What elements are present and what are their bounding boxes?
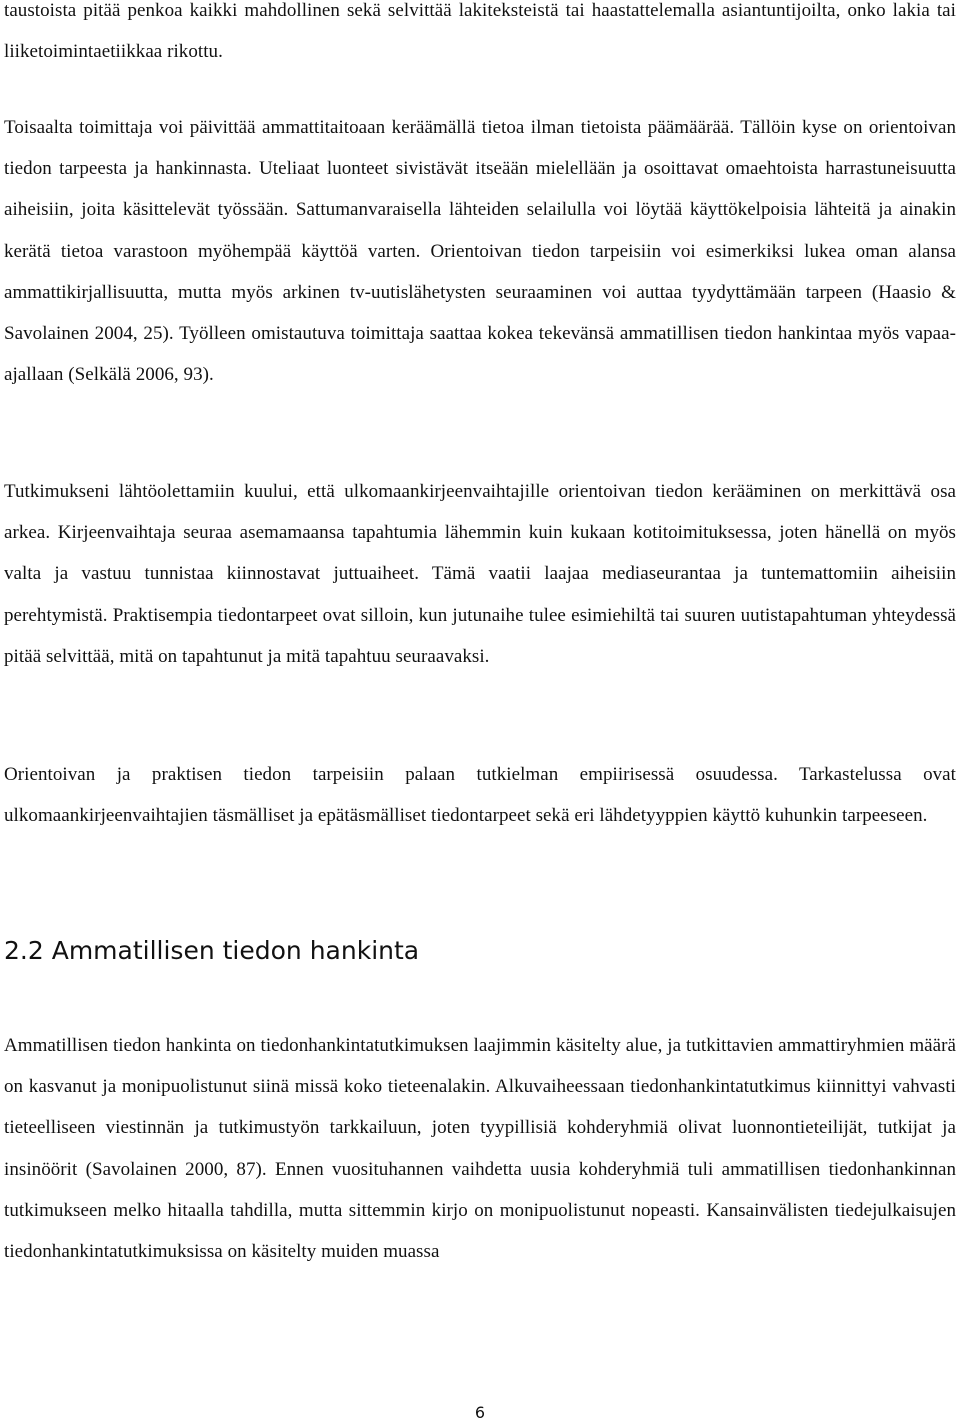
paragraph-tutkimuksen-oletukset: Tutkimukseni lähtöolettamiin kuului, että ulkomaankirjeenvaihtajille orientoivan tiedon kerääminen on merkittävä osa arkea. Kirjeenvaihtaja seuraa asemamaansa tapahtumia lähemmin kuin kukaan kotitoimituksessa, joten hänellä on myös valta ja vastuu tunnistaa kiinnostavat juttuaiheet. Tämä vaatii laajaa mediaseurantaa ja tuntemattomiin aiheisiin perehtymistä. Praktisempia tiedontarpeet ovat silloin, kun jutunaihe tulee esimiehiltä tai suuren uutistapahtuman yhteydessä pitää selvittää, mitä on tapahtunut ja mitä tapahtuu seuraavaksi.	[4, 481, 956, 667]
section-heading	[4, 926, 419, 976]
paragraph-empiirinen-osuus: Orientoivan ja praktisen tiedon tarpeisiin palaan tutkielman empiirisessä osuudessa. Tarkastelussa ovat ulkomaankirjeenvaihtajien täsmälliset ja epätäsmälliset tiedontarpeet sekä eri lähdetyyppien käyttö kuhunkin tarpeeseen.	[4, 764, 956, 827]
paragraph-orientoiva-tieto: Toisaalta toimittaja voi päivittää ammattitaitoaan keräämällä tietoa ilman tietoista päämäärää. Tällöin kyse on orientoivan tiedon tarpeesta ja hankinnasta. Uteliaat luonteet sivistävät itseään mielellään ja osoittavat omaehtoista harrastuneisuutta aiheisiin, joita käsittelevät työssään. Sattumanvaraisella lähteiden selailulla voi löytää käyttökelpoisia lähteitä ja ainakin kerätä tietoa varastoon myöhempää käyttöä varten. Orientoivan tiedon tarpeisiin voi esimerkiksi lukea oman alansa ammattikirjallisuutta, mutta myös arkinen tv-uutislähetysten seuraaminen voi auttaa tyydyttämään tarpeen (Haasio & Savolainen 2004, 25). Työlleen omistautuva toimittaja saattaa kokea tekevänsä ammatillisen tiedon hankintaa myös vapaa-ajallaan (Selkälä 2006, 93).	[4, 117, 956, 386]
paragraph-ammatillinen-tiedonhankinta: Ammatillisen tiedon hankinta on tiedonhankintatutkimuksen laajimmin käsitelty alue, ja tutkittavien ammattiryhmien määrä on kasvanut ja monipuolistunut siinä missä koko tieteenalakin. Alkuvaiheessaan tiedonhankintatutkimus kiinnittyi vahvasti tieteelliseen viestinnän ja tutkimustyön tarkkailuun, joten tyypillisiä kohderyhmiä olivat luonnontieteilijät, tutkijat ja insinöörit (Savolainen 2000, 87). Ennen vuosituhannen vaihdetta uusia kohderyhmiä tuli ammatillisen tiedonhankinnan tutkimukseen melko hitaalla tahdilla, mutta sittemmin kirjo on monipuolistunut nopeasti. Kansainvälisten tiedejulkaisujen tiedonhankintatutkimuksissa on käsitelty muiden muassa	[4, 1035, 956, 1263]
paragraph-continuation: taustoista pitää penkoa kaikki mahdollinen sekä selvittää lakiteksteistä tai haastattelemalla asiantuntijoilta, onko lakia tai liiketoimintaetiikkaa rikottu.	[4, 0, 956, 63]
section-title: Ammatillisen tiedon hankinta	[51, 936, 420, 965]
section-number: 2.2	[4, 936, 44, 965]
page-number: 6	[474, 1403, 486, 1422]
